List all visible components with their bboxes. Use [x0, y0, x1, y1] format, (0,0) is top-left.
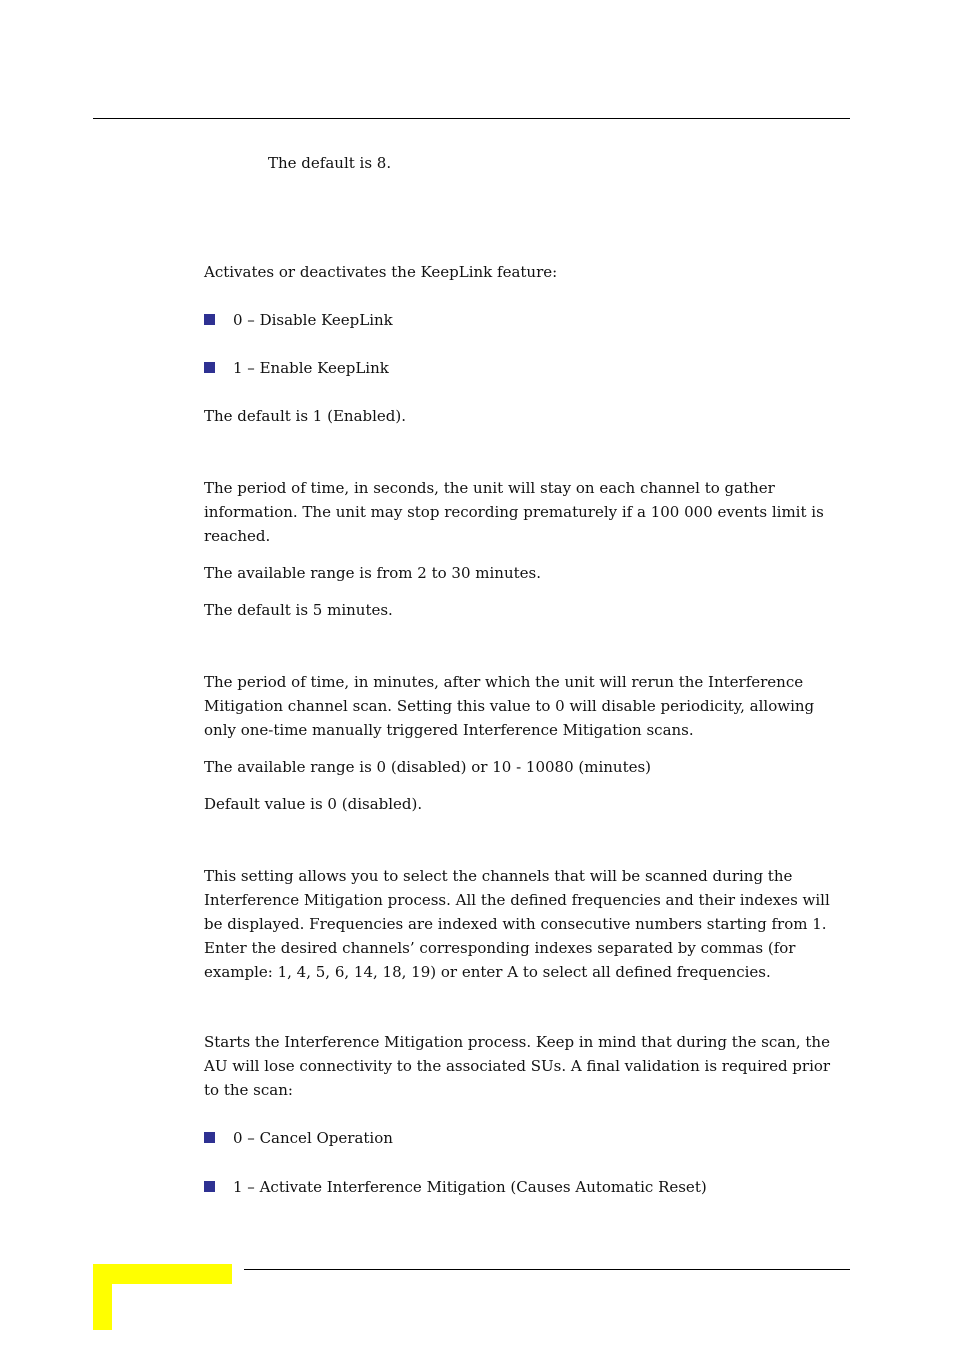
list-item: [204, 308, 393, 332]
scan-duration-default: The default is 5 minutes.: [204, 601, 393, 619]
keeplink-option-1: 1 – Enable KeepLink: [233, 359, 389, 377]
channels-line-4: Enter the desired channels’ corresponding indexes separated by commas (for: [204, 939, 796, 957]
keeplink-default: The default is 1 (Enabled).: [204, 407, 407, 425]
periodicity-line-3: only one-time manually triggered Interference Mitigation scans.: [204, 721, 694, 739]
header-rule: [93, 118, 850, 119]
periodicity-line-1: The period of time, in minutes, after which the unit will rerun the Interference: [204, 673, 804, 691]
channels-line-1: This setting allows you to select the channels that will be scanned during the: [204, 867, 793, 885]
bullet-square-icon: [204, 362, 215, 373]
scan-duration-line-1: The period of time, in seconds, the unit will stay on each channel to gather: [204, 479, 775, 497]
start-option-0: 0 – Cancel Operation: [233, 1129, 393, 1147]
footer-accent-bar: [93, 1264, 232, 1284]
footer-accent-stem: [93, 1264, 112, 1330]
start-line-1: Starts the Interference Mitigation process. Keep in mind that during the scan, the: [204, 1033, 830, 1051]
bullet-square-icon: [204, 1132, 215, 1143]
scan-duration-line-2: information. The unit may stop recording prematurely if a 100 000 events limit is: [204, 503, 824, 521]
channels-line-5: example: 1, 4, 5, 6, 14, 18, 19) or enter A to select all defined frequencies.: [204, 963, 771, 981]
bullet-square-icon: [204, 1181, 215, 1192]
scan-duration-range: The available range is from 2 to 30 minutes.: [204, 564, 541, 582]
keeplink-intro: Activates or deactivates the KeepLink feature:: [204, 263, 558, 281]
list-item: [204, 356, 389, 380]
periodicity-range: The available range is 0 (disabled) or 10 - 10080 (minutes): [204, 758, 652, 776]
periodicity-default: Default value is 0 (disabled).: [204, 795, 423, 813]
start-line-2: AU will lose connectivity to the associated SUs. A final validation is required prior: [204, 1057, 831, 1075]
periodicity-line-2: Mitigation channel scan. Setting this value to 0 will disable periodicity, allowing: [204, 697, 815, 715]
channels-line-3: be displayed. Frequencies are indexed with consecutive numbers starting from 1.: [204, 915, 827, 933]
footer-rule: [244, 1269, 850, 1270]
default-value-text: The default is 8.: [268, 154, 392, 172]
list-item: [204, 1126, 393, 1150]
list-item: [204, 1175, 707, 1199]
start-option-1: 1 – Activate Interference Mitigation (Causes Automatic Reset): [233, 1178, 707, 1196]
channels-line-2: Interference Mitigation process. All the defined frequencies and their indexes will: [204, 891, 830, 909]
start-line-3: to the scan:: [204, 1081, 293, 1099]
bullet-square-icon: [204, 314, 215, 325]
scan-duration-line-3: reached.: [204, 527, 271, 545]
keeplink-option-0: 0 – Disable KeepLink: [233, 311, 393, 329]
